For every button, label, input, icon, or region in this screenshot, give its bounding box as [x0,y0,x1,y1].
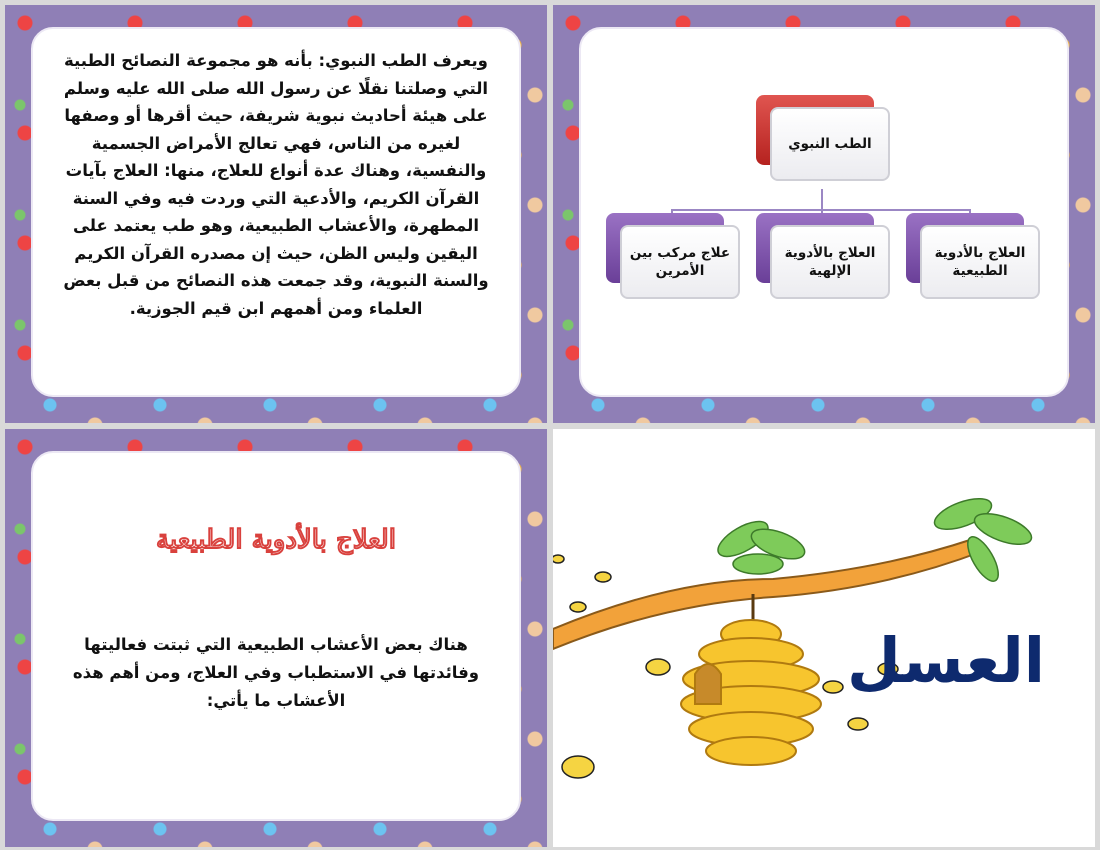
content-card [579,27,1069,397]
node-root[interactable] [756,95,876,169]
slide-1-definition[interactable] [5,5,547,423]
node-label: الطب النبوي [770,107,890,181]
content-card [31,451,521,821]
slide-2-diagram[interactable] [553,5,1095,423]
slide-3-natural-remedies[interactable] [5,429,547,847]
node-label: العلاج بالأدوية الإلهية [770,225,890,299]
connector [821,189,823,211]
definition-text: ويعرف الطب النبوي: بأنه هو مجموعة النصائح الطبية التي وصلتنا نقلًا عن رسول الله صلى الله عليه وسلم على هيئة أحاديث نبوية شريفة، حيث أقرها أو وصفها لغيره من الناس، فهي تعالج الأمراض الجسمية والنفسية، وهناك عدة أنواع للعلاج، منها: العلاج بآيات القرآن الكريم، والأدعية التي وردت فيه وفي السنة المطهرة، والأعشاب الطبيعية، وهو طب يعتمد على اليقين وليس الظن، حيث إن مصدره القرآن الكريم والسنة النبوية، وقد جمعت هذه النصائح من قبل بعض العلماء ومن أهمهم ابن قيم الجوزية. [63,51,489,318]
node-label: علاج مركب بين الأمرين [620,225,740,299]
node-divine[interactable] [756,213,876,287]
slide-4-honey[interactable] [553,429,1095,847]
slide-text: هناك بعض الأعشاب الطبيعية التي ثبتت فعاليتها وفائدتها في الاستطباب وفي العلاج، ومن أهم هذه الأعشاب ما يأتي: [72,635,480,710]
node-combined[interactable] [606,213,731,287]
slide-title: العلاج بالأدوية الطبيعية [156,525,396,555]
node-label: العلاج بالأدوية الطبيعية [920,225,1040,299]
beehive [681,620,821,765]
node-natural[interactable] [906,213,1026,287]
slide-title: العسل [847,624,1045,697]
content-card [31,27,521,397]
